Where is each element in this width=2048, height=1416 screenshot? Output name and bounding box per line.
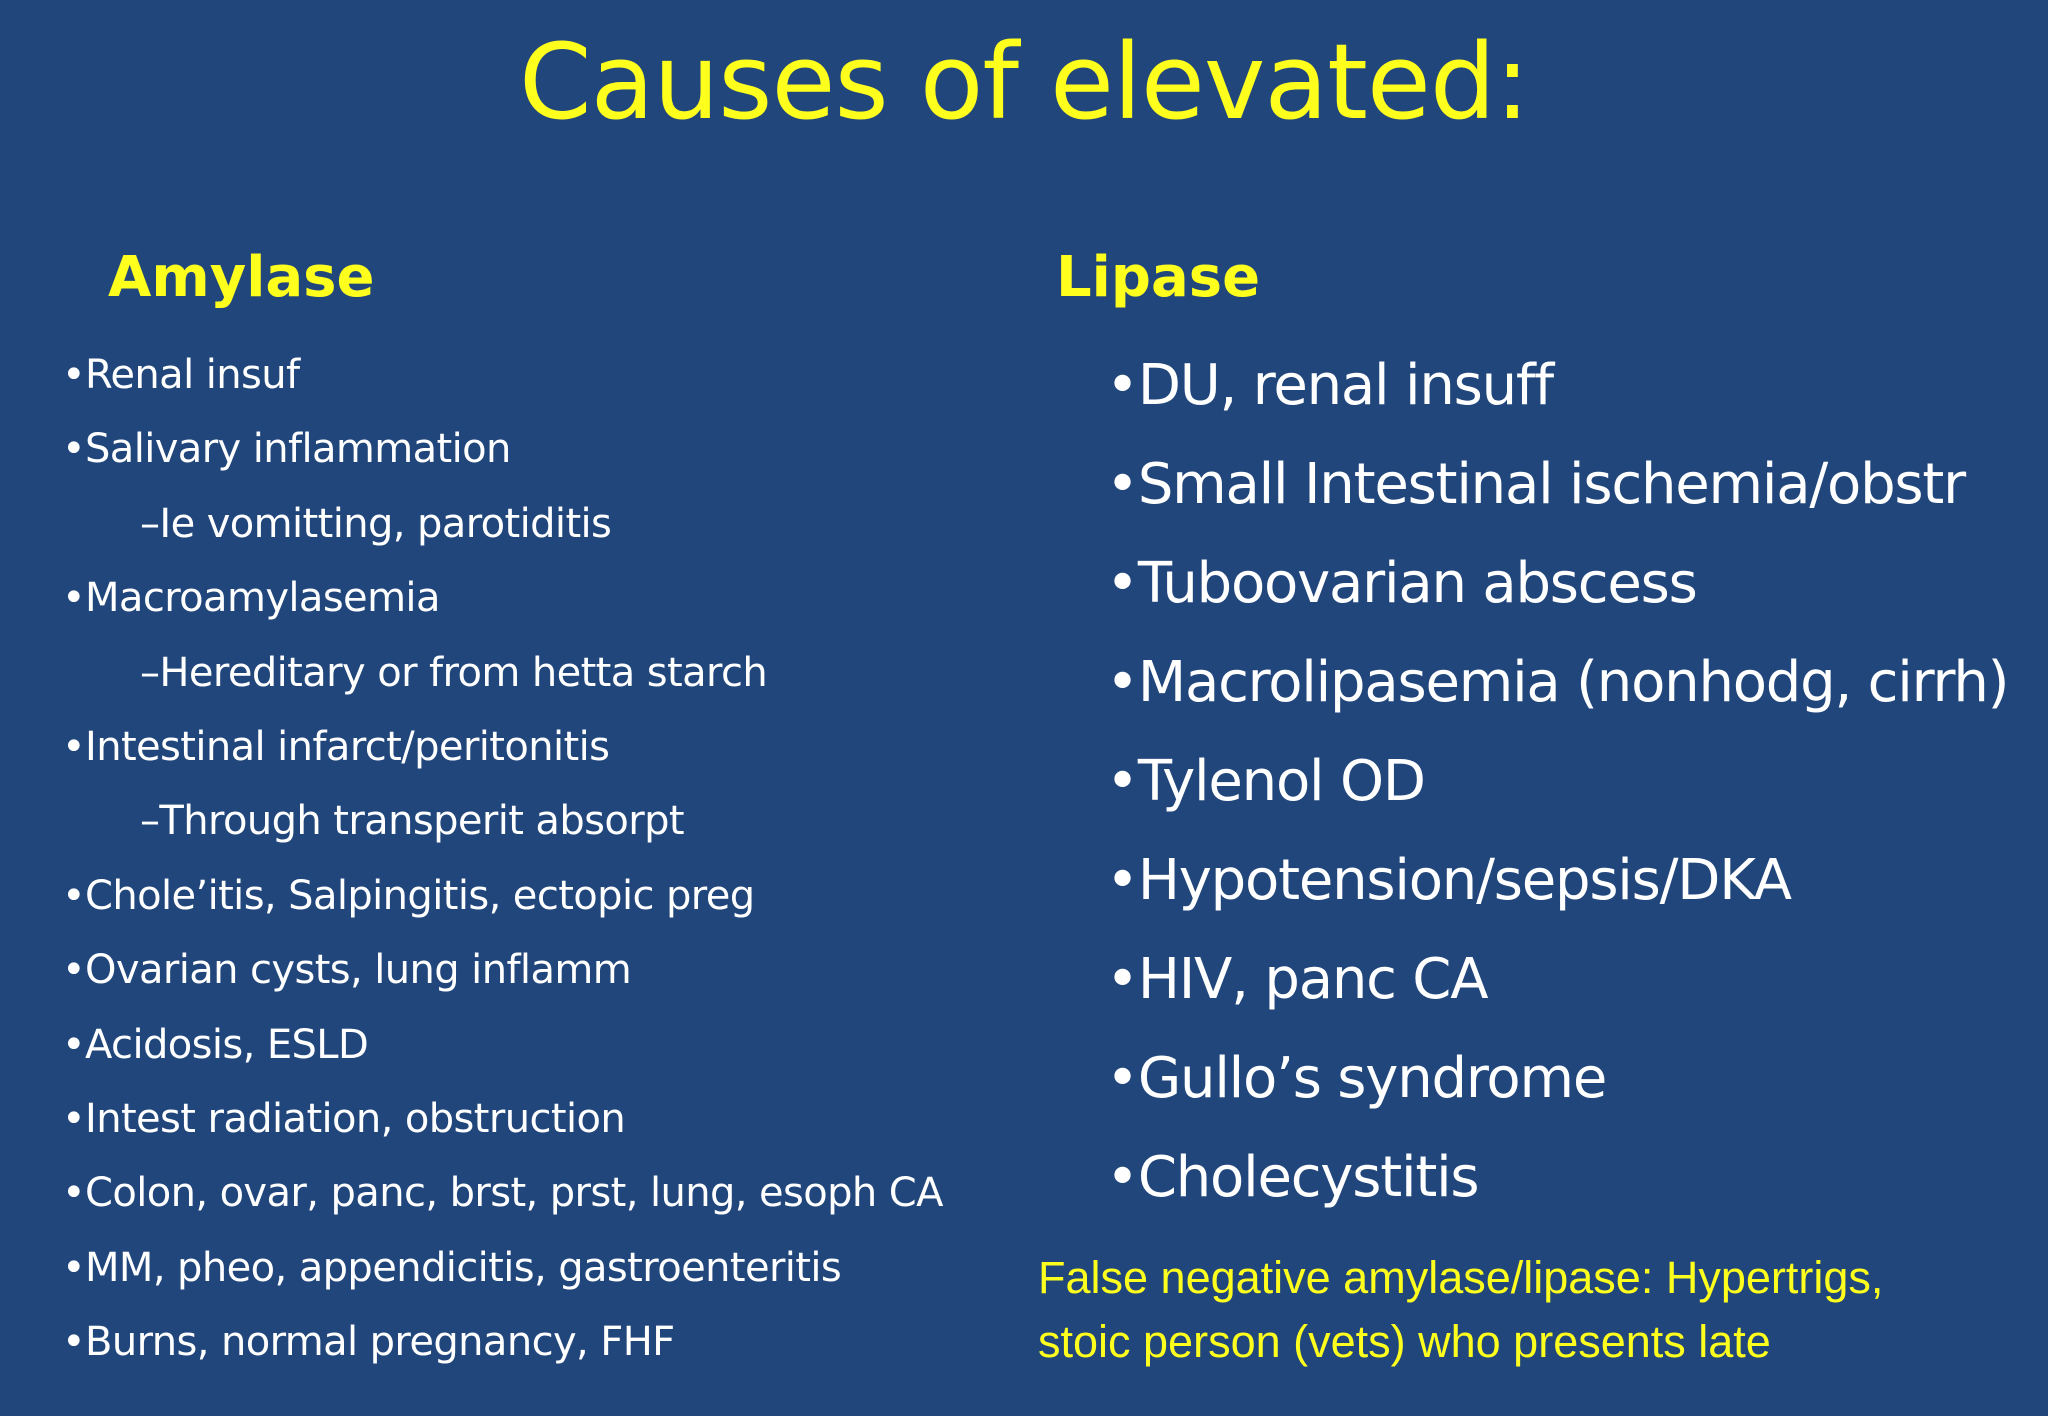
lipase-cause-item: •DU, renal insuff	[1106, 353, 1553, 418]
note-line-2: stoic person (vets) who presents late	[1038, 1316, 1771, 1367]
amylase-cause-item: •Salivary inflammation	[62, 426, 511, 473]
amylase-cause-item: •Ovarian cysts, lung inflamm	[62, 947, 632, 994]
false-negative-note	[1038, 1246, 2038, 1374]
amylase-cause-item: •Macroamylasemia	[62, 575, 440, 622]
lipase-heading: Lipase	[1056, 245, 1261, 310]
lipase-causes-list	[1106, 336, 2046, 1227]
amylase-cause-subitem: –Ie vomitting, parotiditis	[140, 500, 612, 547]
amylase-cause-item: •Burns, normal pregnancy, FHF	[62, 1319, 675, 1366]
lipase-cause-item: •Hypotension/sepsis/DKA	[1106, 848, 1791, 913]
lipase-cause-item: •Tylenol OD	[1106, 749, 1425, 814]
amylase-cause-item: •Acidosis, ESLD	[62, 1021, 369, 1068]
lipase-cause-item: •Gullo’s syndrome	[1106, 1046, 1607, 1111]
amylase-cause-item: •Intestinal infarct/peritonitis	[62, 723, 610, 770]
amylase-cause-item: •MM, pheo, appendicitis, gastroenteritis	[62, 1244, 842, 1291]
note-line-1: False negative amylase/lipase: Hypertrigs,	[1038, 1252, 1884, 1303]
lipase-cause-item: •Macrolipasemia (nonhodg, cirrh)	[1106, 650, 2009, 715]
amylase-causes-list	[62, 338, 1022, 1379]
lipase-cause-item: •Cholecystitis	[1106, 1145, 1479, 1210]
amylase-cause-item: •Renal insuf	[62, 352, 300, 398]
amylase-cause-item: •Chole’itis, Salpingitis, ectopic preg	[62, 872, 755, 919]
amylase-cause-item: •Colon, ovar, panc, brst, prst, lung, esoph CA	[62, 1170, 943, 1217]
amylase-cause-item: •Intest radiation, obstruction	[62, 1095, 626, 1142]
amylase-heading: Amylase	[108, 245, 375, 310]
amylase-cause-subitem: –Hereditary or from hetta starch	[140, 649, 768, 696]
lipase-cause-item: •Tuboovarian abscess	[1106, 551, 1697, 616]
slide-title: Causes of elevated:	[519, 21, 1529, 143]
lipase-cause-item: •HIV, panc CA	[1106, 947, 1488, 1012]
amylase-cause-subitem: –Through transperit absorpt	[140, 798, 684, 845]
lipase-cause-item: •Small Intestinal ischemia/obstr	[1106, 452, 1965, 517]
